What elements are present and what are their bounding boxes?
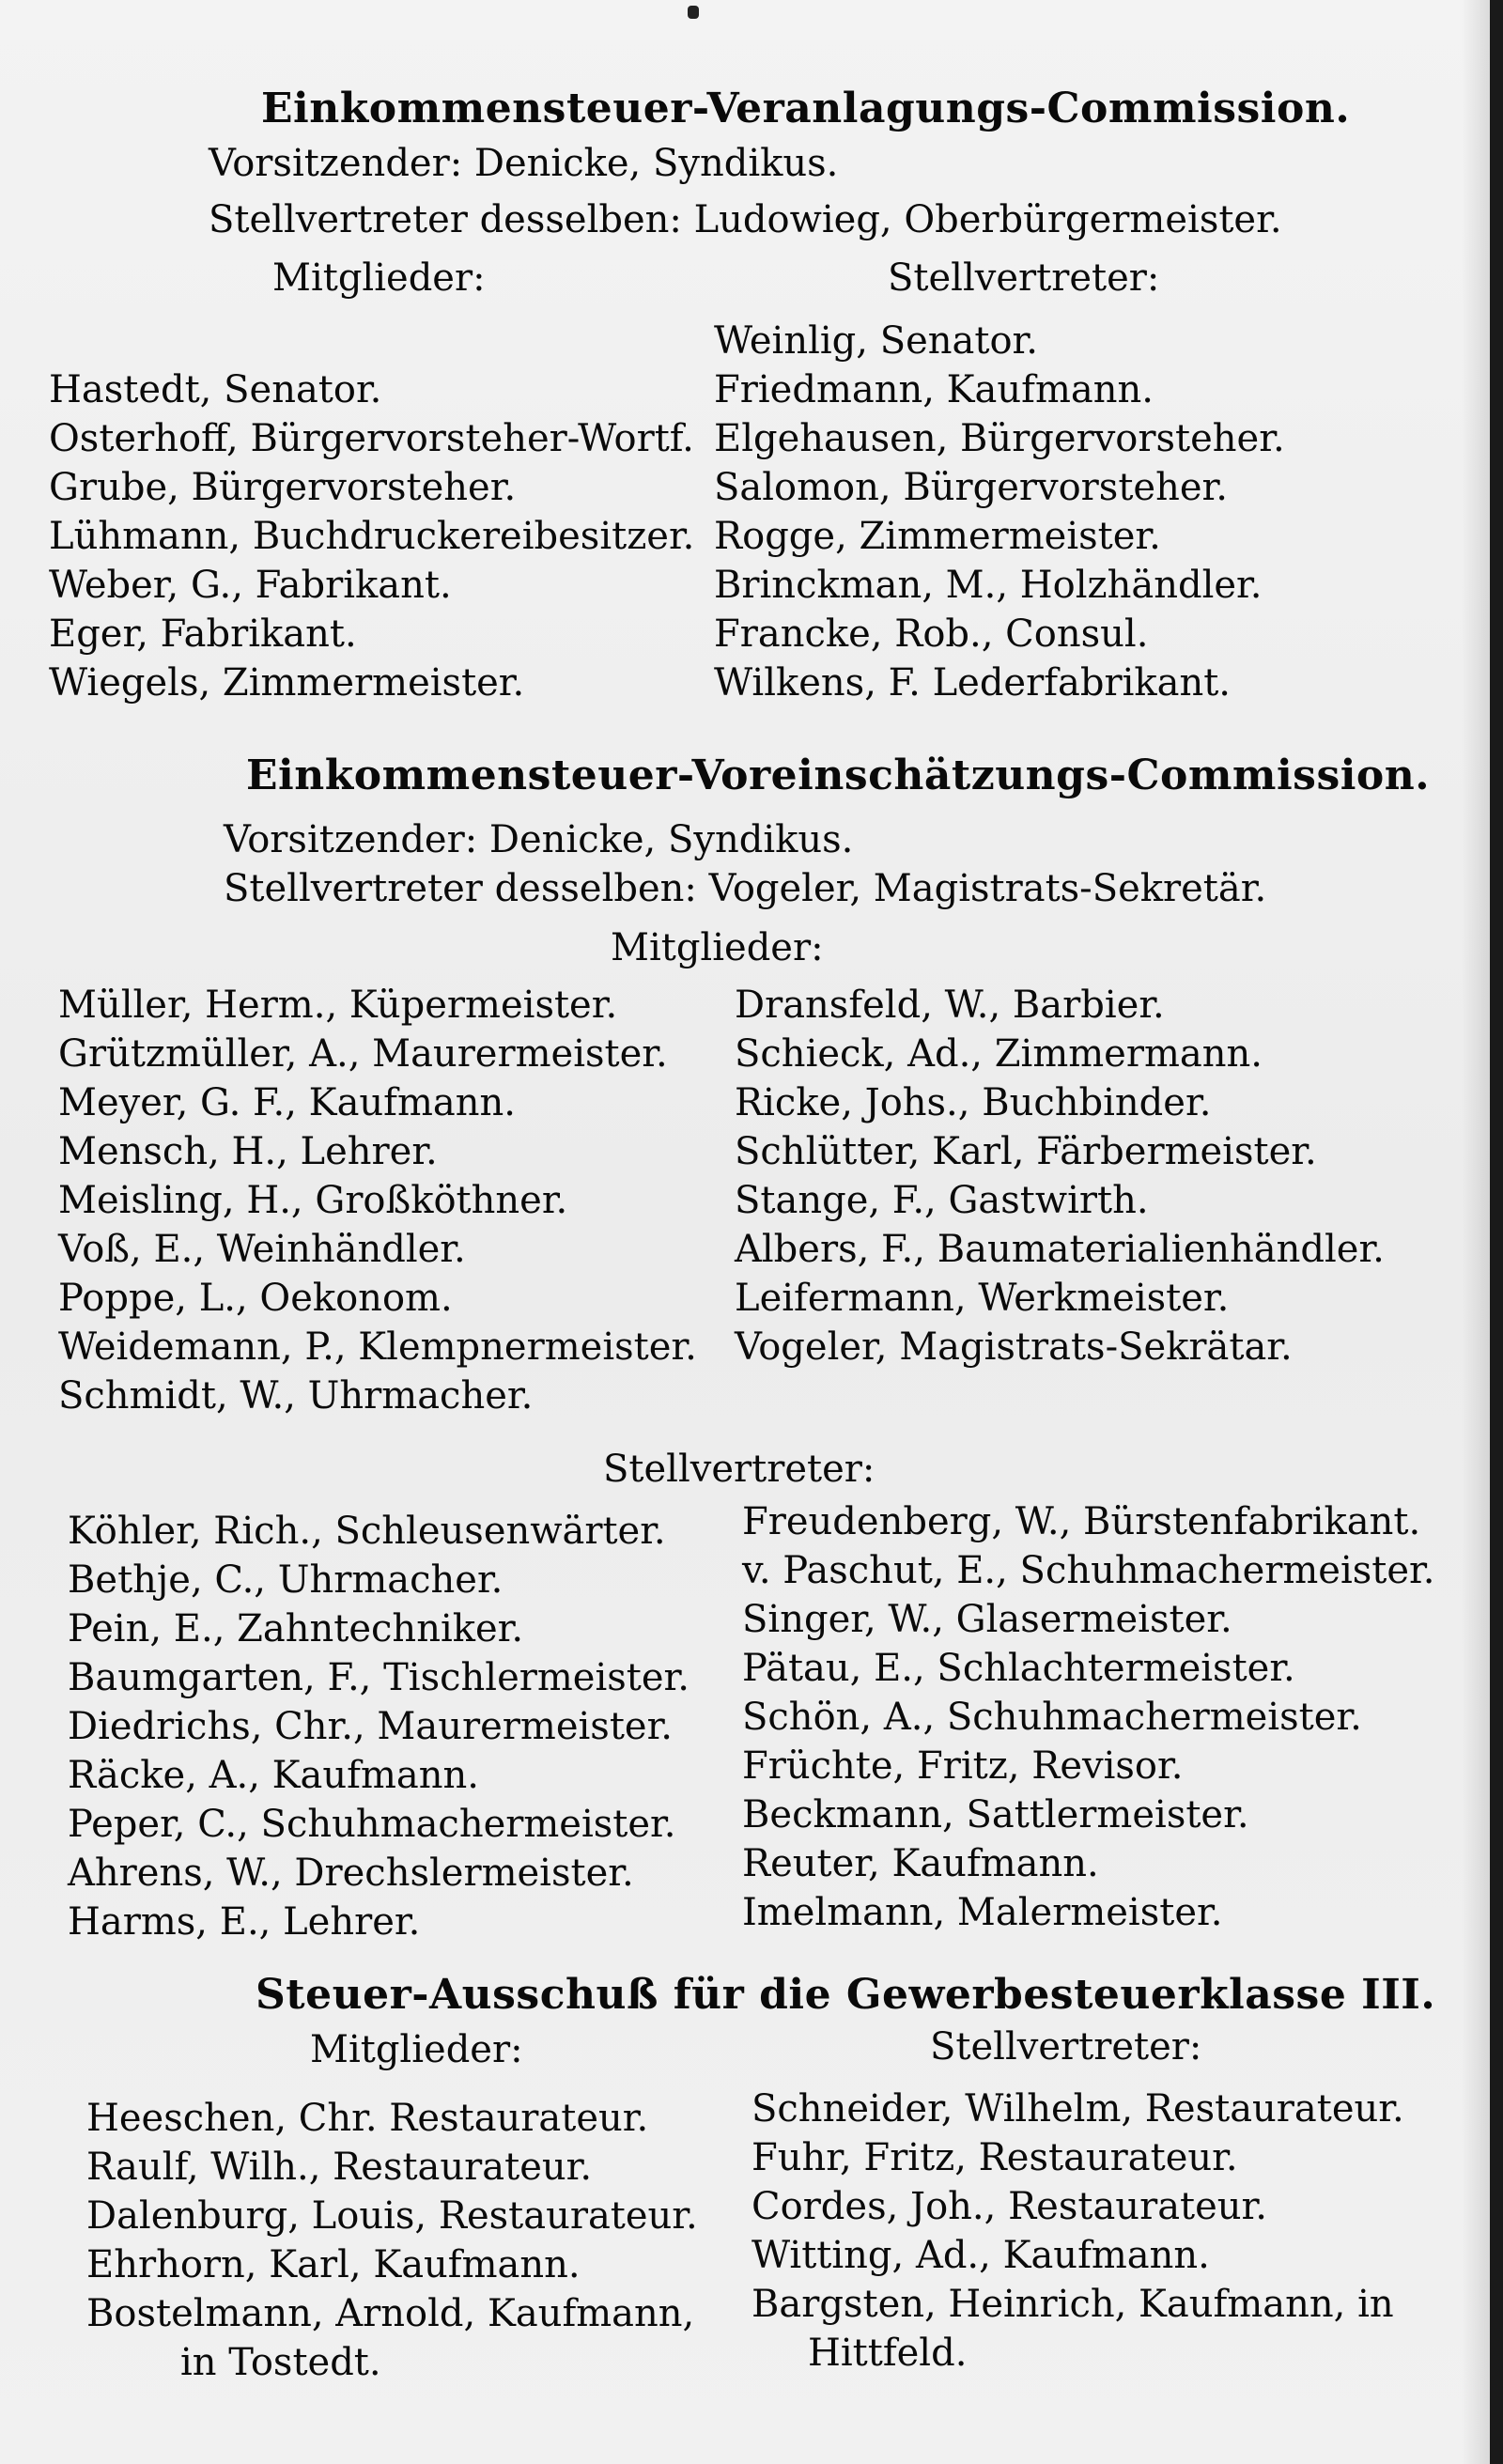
section-2-chair: Vorsitzender: Denicke, Syndikus. — [224, 818, 854, 861]
section-1-deputy: Friedmann, Kaufmann. — [714, 368, 1154, 411]
section-2-member: Ricke, Johs., Buchbinder. — [735, 1081, 1212, 1124]
page-edge-shadow — [1462, 0, 1490, 2464]
section-3-deputy: Bargsten, Heinrich, Kaufmann, in — [752, 2283, 1394, 2326]
page-edge — [1490, 0, 1503, 2464]
section-3-member: in Tostedt. — [180, 2341, 381, 2384]
section-2-member: Vogeler, Magistrats-Sekrätar. — [735, 1325, 1293, 1369]
section-1-member: Lühmann, Buchdruckereibesitzer. — [49, 515, 695, 558]
section-3-members-label: Mitglieder: — [310, 2028, 523, 2071]
section-1-title: Einkommensteuer-Veranlagungs-Commission. — [261, 85, 1351, 132]
section-1-member: Weber, G., Fabrikant. — [49, 564, 452, 607]
section-2-deputy: Bethje, C., Uhrmacher. — [68, 1558, 504, 1602]
section-1-deputy: Brinckman, M., Holzhändler. — [714, 564, 1263, 607]
section-2-member: Grützmüller, A., Maurermeister. — [58, 1032, 668, 1076]
section-2-deputy: Imelmann, Malermeister. — [742, 1891, 1223, 1934]
section-2-deputy: Pätau, E., Schlachtermeister. — [742, 1647, 1295, 1690]
section-1-deputy: Francke, Rob., Consul. — [714, 612, 1149, 656]
section-2-members-label: Mitglieder: — [611, 926, 824, 969]
section-2-member: Poppe, L., Oekonom. — [58, 1277, 453, 1320]
section-2-member: Schieck, Ad., Zimmermann. — [735, 1032, 1263, 1076]
section-2-deputy: Harms, E., Lehrer. — [68, 1900, 421, 1944]
section-3-member: Heeschen, Chr. Restaurateur. — [86, 2097, 649, 2140]
section-2-deputy: Freudenberg, W., Bürstenfabrikant. — [742, 1500, 1421, 1543]
section-2-member: Schmidt, W., Uhrmacher. — [58, 1374, 534, 1418]
print-mark — [688, 6, 699, 19]
section-3-deputy: Cordes, Joh., Restaurateur. — [752, 2185, 1267, 2228]
section-1-deputy-chair: Stellvertreter desselben: Ludowieg, Oberbürgermeister. — [209, 198, 1282, 241]
section-2-deputy: Früchte, Fritz, Revisor. — [742, 1744, 1184, 1788]
section-1-member: Osterhoff, Bürgervorsteher-Wortf. — [49, 417, 694, 460]
section-2-deputy: Baumgarten, F., Tischlermeister. — [68, 1656, 690, 1699]
section-2-member: Dransfeld, W., Barbier. — [735, 984, 1165, 1027]
section-1-deputies-label: Stellvertreter: — [888, 256, 1160, 300]
section-2-deputy: v. Paschut, E., Schuhmachermeister. — [742, 1549, 1435, 1592]
section-2-member: Mensch, H., Lehrer. — [58, 1130, 438, 1173]
section-2-deputy-chair: Stellvertreter desselben: Vogeler, Magistrats-Sekretär. — [224, 867, 1267, 910]
section-3-deputies-label: Stellvertreter: — [930, 2025, 1202, 2069]
section-2-member: Stange, F., Gastwirth. — [735, 1179, 1149, 1222]
section-2-deputy: Reuter, Kaufmann. — [742, 1842, 1099, 1885]
section-3-title: Steuer-Ausschuß für die Gewerbesteuerklasse III. — [256, 1971, 1436, 2019]
section-3-member: Dalenburg, Louis, Restaurateur. — [86, 2194, 698, 2238]
section-1-deputy: Wilkens, F. Lederfabrikant. — [714, 661, 1232, 705]
section-2-member: Müller, Herm., Küpermeister. — [58, 984, 618, 1027]
section-2-deputy: Beckmann, Sattlermeister. — [742, 1793, 1249, 1836]
section-2-member: Meisling, H., Großköthner. — [58, 1179, 568, 1222]
section-3-member: Bostelmann, Arnold, Kaufmann, — [86, 2292, 695, 2335]
section-2-deputies-label: Stellvertreter: — [603, 1448, 875, 1491]
section-2-deputy: Pein, E., Zahntechniker. — [68, 1607, 524, 1650]
section-3-member: Raulf, Wilh., Restaurateur. — [86, 2146, 593, 2189]
section-3-deputy: Witting, Ad., Kaufmann. — [752, 2234, 1210, 2277]
section-1-deputy: Weinlig, Senator. — [714, 319, 1038, 363]
section-2-deputy: Räcke, A., Kaufmann. — [68, 1754, 479, 1797]
section-2-deputy: Ahrens, W., Drechslermeister. — [68, 1852, 634, 1895]
section-2-deputy: Schön, A., Schuhmachermeister. — [742, 1696, 1362, 1739]
section-1-deputy: Rogge, Zimmermeister. — [714, 515, 1161, 558]
section-3-deputy: Fuhr, Fritz, Restaurateur. — [752, 2136, 1238, 2179]
section-2-deputy: Peper, C., Schuhmachermeister. — [68, 1803, 676, 1846]
section-2-member: Meyer, G. F., Kaufmann. — [58, 1081, 516, 1124]
section-1-deputy: Elgehausen, Bürgervorsteher. — [714, 417, 1285, 460]
section-2-deputy: Diedrichs, Chr., Maurermeister. — [68, 1705, 674, 1748]
section-1-member: Grube, Bürgervorsteher. — [49, 466, 517, 509]
section-1-chair: Vorsitzender: Denicke, Syndikus. — [209, 142, 839, 185]
section-3-member: Ehrhorn, Karl, Kaufmann. — [86, 2243, 581, 2286]
section-1-deputy: Salomon, Bürgervorsteher. — [714, 466, 1228, 509]
section-3-deputy: Schneider, Wilhelm, Restaurateur. — [752, 2087, 1404, 2131]
section-2-member: Leifermann, Werkmeister. — [735, 1277, 1230, 1320]
section-2-member: Weidemann, P., Klempnermeister. — [58, 1325, 697, 1369]
section-2-member: Schlütter, Karl, Färbermeister. — [735, 1130, 1317, 1173]
section-3-deputy: Hittfeld. — [808, 2332, 968, 2375]
section-1-members-label: Mitglieder: — [272, 256, 486, 300]
section-1-member: Hastedt, Senator. — [49, 368, 382, 411]
section-2-title: Einkommensteuer-Voreinschätzungs-Commission. — [246, 752, 1431, 799]
section-1-member: Wiegels, Zimmermeister. — [49, 661, 525, 705]
section-2-member: Voß, E., Weinhändler. — [58, 1228, 466, 1271]
section-2-deputy: Singer, W., Glasermeister. — [742, 1598, 1232, 1641]
section-2-deputy: Köhler, Rich., Schleusenwärter. — [68, 1510, 666, 1553]
section-2-member: Albers, F., Baumaterialienhändler. — [735, 1228, 1385, 1271]
section-1-member: Eger, Fabrikant. — [49, 612, 357, 656]
